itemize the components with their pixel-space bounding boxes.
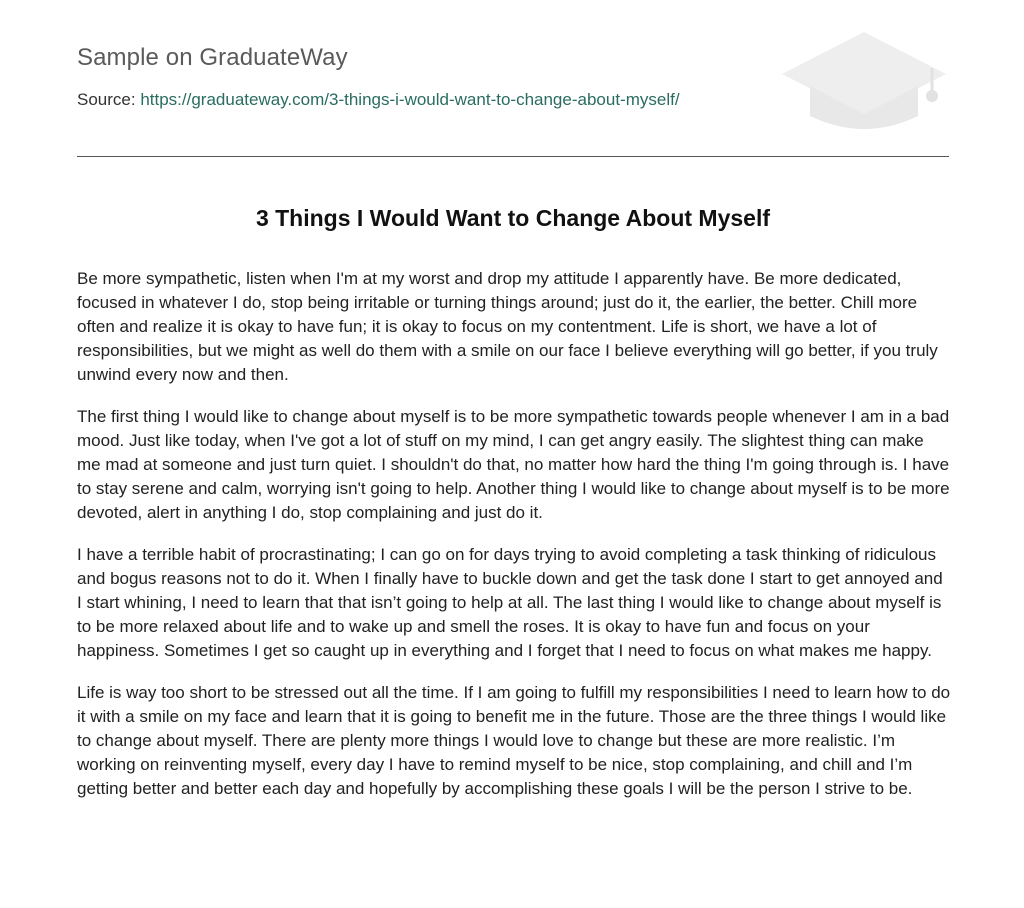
- paragraph-3: I have a terrible habit of procrastinating; I can go on for days trying to avoid completing a task thinking of ridiculous and bogus reasons not to do it. When I finally have to buckle down and get the task done I start to get annoyed and I start whining, I need to learn that that isn’t going to help at all. The last thing I would like to change about myself is to be more relaxed about life and to wake up and smell the roses. It is okay to have fun and focus on your happiness. Sometimes I get so caught up in everything and I forget that I need to focus on what makes me happy.: [77, 545, 943, 660]
- paragraph-4: Life is way too short to be stressed out all the time. If I am going to fulfill my responsibilities I need to learn how to do it with a smile on my face and learn that it is going to benefit me in the future. Those are the three things I would like to change about myself. There are plenty more things I would love to change but these are more realistic. I’m working on reinventing myself, every day I have to remind myself to be nice, stop complaining, and chill and I’m getting better and better each day and hopefully by accomplishing these goals I will be the person I strive to be.: [77, 683, 951, 798]
- paragraph-1: Be more sympathetic, listen when I'm at my worst and drop my attitude I apparently have. Be more dedicated, focused in whatever I do, stop being irritable or turning things around; just do it, the earlier, the better. Chill more often and realize it is okay to have fun; it is okay to focus on my contentment. Life is short, we have a lot of responsibilities, but we might as well do them with a smile on our face I believe everything will go better, if you truly unwind every now and then.: [77, 269, 938, 384]
- source-link[interactable]: https://graduateway.com/3-things-i-would-want-to-change-about-myself/: [140, 90, 680, 109]
- site-title: Sample on GraduateWay: [77, 44, 348, 71]
- document-body: [77, 267, 951, 819]
- graduation-cap-icon: [780, 30, 948, 134]
- source-label: Source:: [77, 90, 136, 109]
- document-title: 3 Things I Would Want to Change About Myself: [255, 205, 771, 231]
- header: [77, 0, 949, 157]
- page: [77, 0, 951, 798]
- paragraph-2: The first thing I would like to change about myself is to be more sympathetic towards people whenever I am in a bad mood. Just like today, when I've got a lot of stuff on my mind, I can get angry easily. The slightest thing can make me mad at someone and just turn quiet. I shouldn't do that, no matter how hard the thing I'm going through is. I have to stay serene and calm, worrying isn't going to help. Another thing I would like to change about myself is to be more devoted, alert in anything I do, stop complaining and just do it.: [77, 407, 950, 522]
- source-line: [77, 90, 680, 110]
